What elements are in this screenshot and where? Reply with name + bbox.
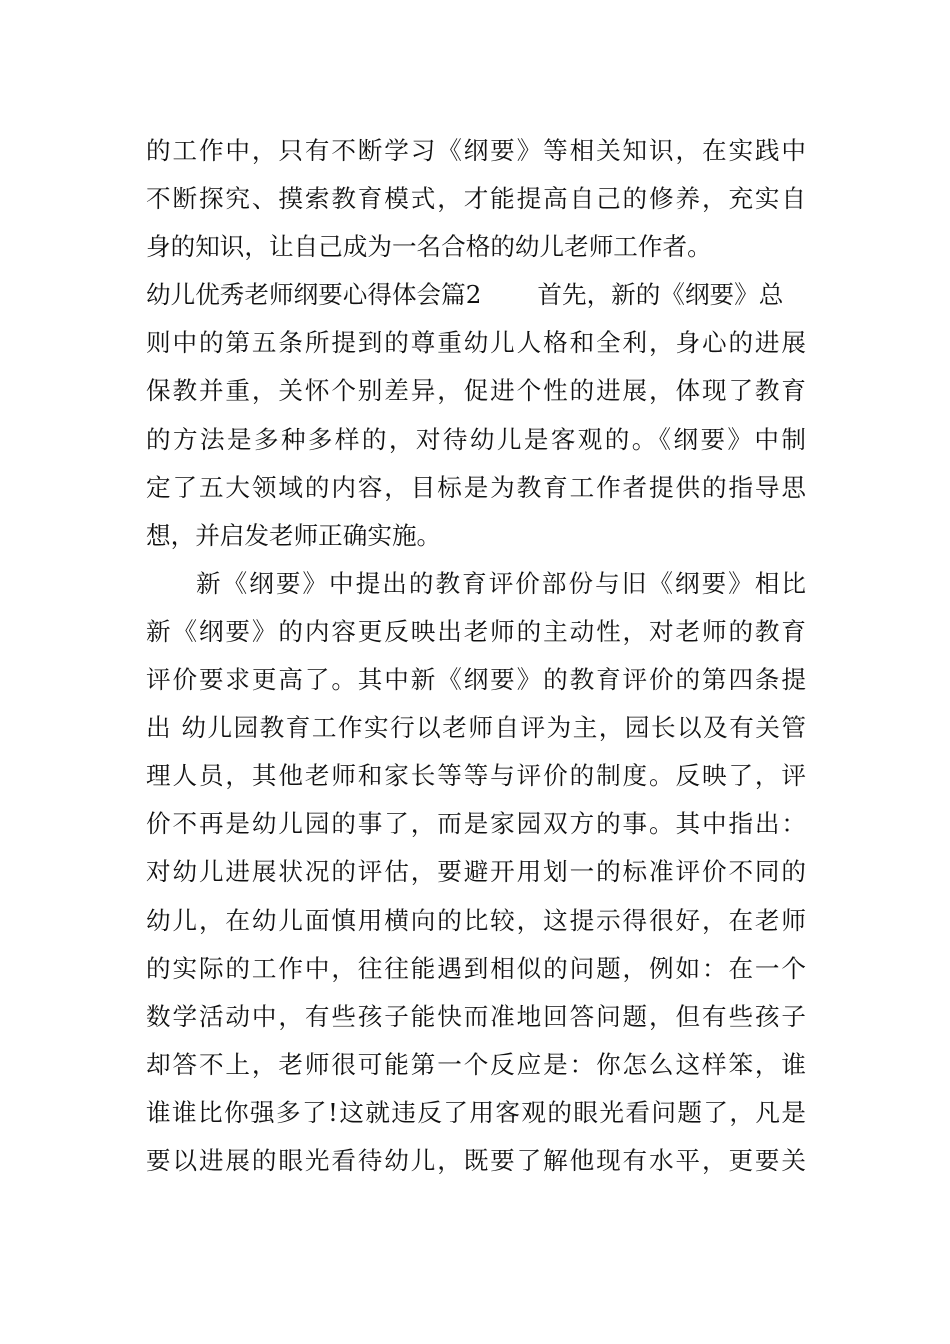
- text-line: 幼儿，在幼儿面慎用横向的比较，这提示得很好，在老师: [146, 905, 806, 935]
- text-line: 的方法是多种多样的，对待幼儿是客观的。《纲要》中制: [146, 424, 806, 454]
- text-line: 保教并重，关怀个别差异，促进个性的进展，体现了教育: [146, 376, 806, 406]
- text-line: 的实际的工作中，往往能遇到相似的问题，例如：在一个: [146, 953, 806, 983]
- text-line: 价不再是幼儿园的事了，而是家园双方的事。其中指出：: [146, 809, 806, 839]
- text-line: 评价要求更高了。其中新《纲要》的教育评价的第四条提: [146, 665, 806, 695]
- text-line: 身的知识，让自己成为一名合格的幼儿老师工作者。: [146, 232, 712, 262]
- text-line: 谁谁比你强多了!这就违反了用客观的眼光看问题了，凡是: [146, 1097, 806, 1127]
- text-line: 出 幼儿园教育工作实行以老师自评为主，园长以及有关管: [146, 713, 806, 743]
- text-line: 数学活动中，有些孩子能快而准地回答问题，但有些孩子: [146, 1001, 806, 1031]
- text-line-heading: [146, 271, 806, 319]
- text-line: 想，并启发老师正确实施。: [146, 520, 442, 550]
- document-body: [146, 127, 806, 1185]
- text-line: 却答不上，老师很可能第一个反应是：你怎么这样笨，谁: [146, 1049, 806, 1079]
- text-line: 则中的第五条所提到的尊重幼儿人格和全利，身心的进展: [146, 328, 806, 358]
- text-line: 对幼儿进展状况的评估，要避开用划一的标准评价不同的: [146, 857, 806, 887]
- section-heading: 幼儿优秀老师纲要心得体会篇2: [146, 280, 482, 310]
- text-line: 的工作中，只有不断学习《纲要》等相关知识，在实践中: [146, 136, 806, 165]
- text-line: 要以进展的眼光看待幼儿，既要了解他现有水平，更要关: [146, 1145, 806, 1175]
- text-line-fragment: 首先，新的《纲要》总: [537, 280, 784, 310]
- text-line: 新《纲要》中提出的教育评价部份与旧《纲要》相比: [196, 568, 806, 598]
- text-line: 理人员，其他老师和家长等等与评价的制度。反映了，评: [146, 761, 806, 791]
- text-line: 不断探究、摸索教育模式，才能提高自己的修养，充实自: [146, 184, 806, 214]
- text-line: 定了五大领域的内容，目标是为教育工作者提供的指导思: [146, 472, 806, 502]
- text-line: 新《纲要》的内容更反映出老师的主动性，对老师的教育: [146, 616, 806, 646]
